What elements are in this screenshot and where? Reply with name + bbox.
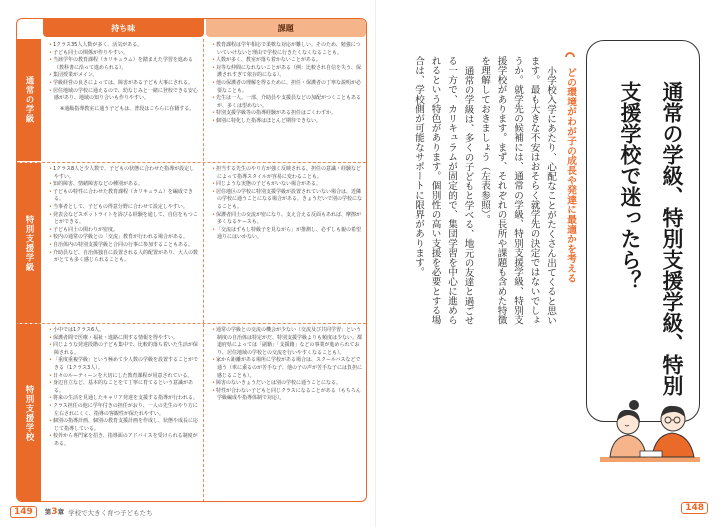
challenges-cell: • 教育課程は学年相応で柔軟な対応が難しい。そのため、勉強についていけないと理由で学校に行きたくなくなることも。 • 人数が多く、教室が落ち着かないことがある。 • 対等な仲間になれないことがある（例：比較され自信を失う、保護されすぎて依存的になる）。 • 他の保護者の理解を得るために、担任・保護者の丁寧な説明が必要なことも。 • 先生は一人。一部、介助員や支援員などの加配がつくこともあるが、多くは望めない。 • 特別支援学級等の指導経験がある担任はごくわずか。 • 個別に特化した指導はほとんど期待できない。: [204, 39, 366, 161]
footer-left: [10, 506, 153, 518]
chapter-label: 第3章: [44, 507, 65, 517]
strengths-cell: • 1クラス8人と少人数で、子どもの状態に合わせた指導が設定しやすい。 • 知的障害、情緒障害などの種別がある。 • 子どもの特性に合わせた教育課程（カリキュラム）を編成できる。 • 当事者として、子どもの得意分野に合わせて設定しやすい。 • 発表会などスポットライトを浴びる経験を通して、自信をもつことができる。 • 子ども同士の関わりが密度。 • 校内の通常の学級との「交流」教育が行われる場合がある。 • 自治体内の特別支援学級と合同の行事に参加することもある。 • 介助員など、自治体独自に設置される人的配置があり、大人の数がとても多く感じられることも。: [41, 163, 204, 323]
header-strengths: 持ち味: [43, 19, 204, 37]
row-label: 通常の学級: [17, 39, 41, 161]
chapter-title: 学校で大きく育つ子どもたち: [68, 508, 153, 517]
comparison-table: [16, 18, 367, 502]
table-row: [17, 323, 366, 502]
table-header: [43, 19, 366, 37]
strengths-cell: • 1クラス35人人数が多く、活気がある。 • 子ども同士の関係が作りやすい。 • 当該学年の教育課程（カリキュラム）を踏まえた学習を進める（教科書に沿って進められる）。 • 集団授業がメイン。 • 学級経営の良さによっては、障害がある子ども大事にされる。 • 居住地域の学校に通えるので、幼なじみと一緒に登校できる安心感があり、地域の知り合いも作りやすい。 ※通級指導教室に通う子どもは、普段はこちらに在籍する。: [41, 39, 204, 161]
circle-bullet-icon: [565, 52, 575, 62]
parents-illustration-icon: [600, 375, 700, 480]
paragraph: 小学校入学にあたり、心配なことがたくさん出てくると思います。最も大きな不安はおそらく就学先の決定ではないでしょうか。就学先の候補には、通常の学級、特別支援学級、特別支援学校があります。まず、それぞれの長所や課題も含めた特徴を理解しておきましょう（左表参照）。: [479, 56, 556, 325]
table-row: [17, 39, 366, 161]
paragraph: 通常の学級は、多くの子どもと学べる、地元の友達と過ごせる一方で、カリキュラムが固定的で、集団学習を中心に進められるという特色があります。個別性の高い支援を必要とする場合は、学校側が可能なサポートに限界があります。: [413, 56, 474, 325]
row-label: 特別支援学校: [17, 324, 41, 502]
body-text: [396, 56, 558, 330]
page-number: 148: [681, 502, 708, 514]
header-challenges: 課題: [206, 19, 367, 37]
subheading: どの環境がわが子の成長や発達に最適かを考える: [562, 52, 578, 372]
page-number: 149: [10, 506, 37, 518]
challenges-cell: • 通常の学級との交流の機会が少ない（交流及び共同学習」という制度の自治体は特定がだ、特別支援学級よりも頻度は少ない。都道府県によっては「副籍」「支援籍」などの事業が進められており、居住地域の学校との交流を行いやすくなることも）。 • 家から距離がある場所に学校がある場合は、スクールバスなどで通う（車に乗るのが苦手な子、他の子の声が苦手な子には負担に感じることも）。 • 障害のないきょうだいとは別の学校に通うことになる。 • 特性が合わない子どもと同じクラスになることがある（もちろん学級編成や指導体制で対応）。: [204, 324, 366, 502]
gutter: [375, 0, 376, 527]
table-row: [17, 162, 366, 323]
row-label: 特別支援学級: [17, 163, 41, 323]
page-title: 通常の学級、特別支援学級、特別支援学校で迷ったら？: [618, 81, 684, 396]
title-box: [586, 40, 700, 422]
challenges-cell: • 担当する先生のやり方が強く反映される。担任の意識・経験などによって指導スタイルが容易に変わることも。 • 同じような実態の子どもがいない場合がある。 • 居住地区の学校に特別支援学級が設置されていない場合は、近隣の学校に通うことになる場合がある。きょうだいで別の学校になることも。 • 保護者同士の交流が密になり、支え合える反面もあれば、摩擦が多くなるケースも。 • 「交流はずもし特級子を見ながら」が推測し、必ずしも親の希望通りにはいかない。: [204, 163, 366, 323]
strengths-cell: • 小中では1クラス6人。 • 保護者間で医療・福祉・進路に関する情報を得やすい。 • 同じような発達段階の子ども集中で、比較的落ち着いた生活が保障される。 • 「重度重複学級」という極めて少人数の学級を設置することができる（1クラス3人）。 • 日々のルーティーンを大切にした教育課程が用意されている。 • 身辺自立など、基本的なことをて丁寧に育てるという意識がある。 • 将来の生活を見通したキャリア発達を支援する指導が行われる。 • クラス担任の他に学年付きの担任がおり、一人の先生のやり方に左右されにくく、指導の客観性が保たれやすい。 • 個別の指導計画、個別の教育支援計画を作成し、状態や成長に応じて指導している。 • 校外から専門家を招き、指導面のアドバイスを受けられる制度がある。: [41, 324, 204, 502]
